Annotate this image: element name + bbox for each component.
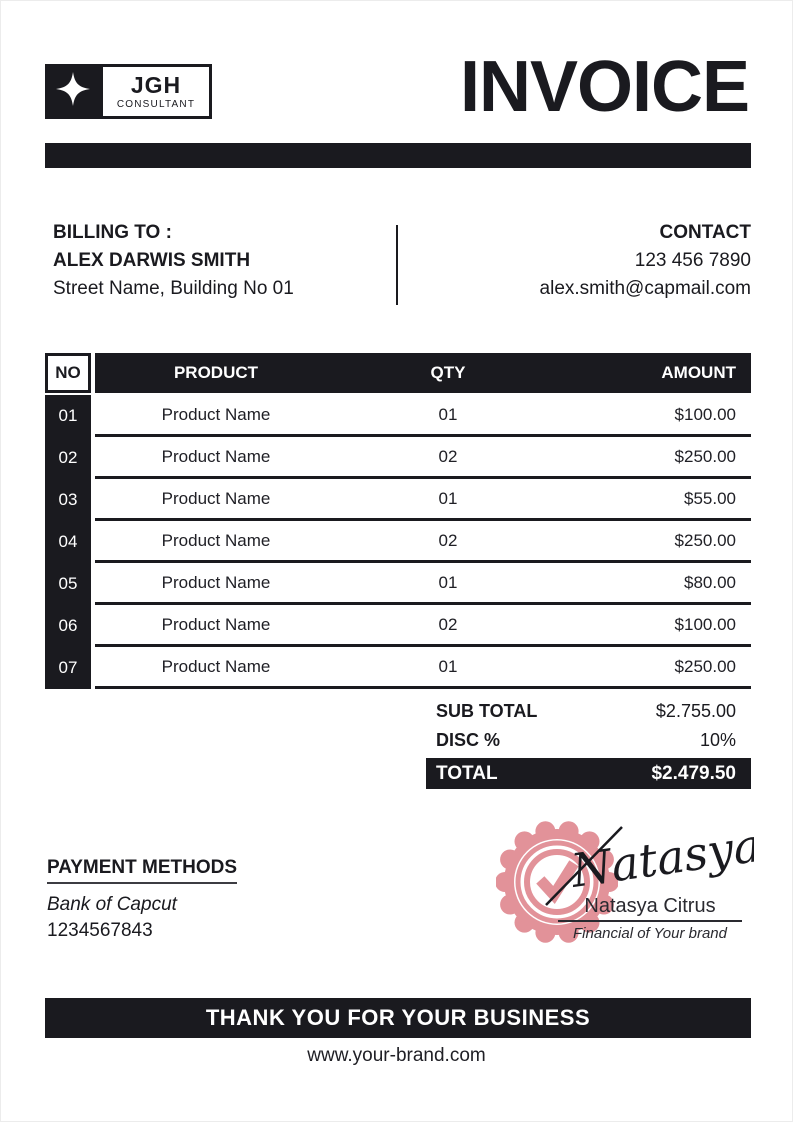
total-row bbox=[426, 758, 751, 789]
cell-qty: 01 bbox=[438, 488, 458, 508]
billing-name: ALEX DARWIS SMITH bbox=[53, 250, 251, 271]
discount-value: 10% bbox=[699, 730, 736, 750]
table-row bbox=[95, 563, 751, 605]
table-body bbox=[45, 395, 751, 689]
cell-qty: 01 bbox=[438, 656, 458, 676]
cell-amount: $80.00 bbox=[684, 572, 736, 592]
table-row bbox=[95, 479, 751, 521]
cell-product: Product Name bbox=[161, 446, 271, 466]
cell-amount: $250.00 bbox=[674, 656, 736, 676]
row-number: 04 bbox=[58, 532, 78, 551]
contact-email: alex.smith@capmail.com bbox=[539, 278, 751, 299]
cell-product: Product Name bbox=[161, 614, 271, 634]
company-logo bbox=[45, 64, 212, 119]
logo-name: JGH bbox=[130, 71, 182, 98]
contact-label: CONTACT bbox=[659, 222, 751, 243]
cell-product: Product Name bbox=[161, 404, 271, 424]
row-number-column bbox=[45, 395, 91, 689]
cell-qty: 01 bbox=[438, 404, 458, 424]
payment-bank: Bank of Capcut bbox=[47, 894, 177, 915]
subtotal-value: $2.755.00 bbox=[655, 701, 736, 721]
contact-phone: 123 456 7890 bbox=[634, 250, 751, 271]
row-number: 05 bbox=[58, 574, 78, 593]
document-title: INVOICE bbox=[459, 47, 749, 127]
cell-amount: $250.00 bbox=[674, 446, 736, 466]
title-divider-bar bbox=[45, 143, 751, 168]
signature-block bbox=[496, 813, 756, 953]
cell-qty: 02 bbox=[438, 446, 458, 466]
parties-section bbox=[45, 219, 751, 314]
payment-heading: PAYMENT METHODS bbox=[47, 857, 237, 884]
subtotal-label: SUB TOTAL bbox=[436, 701, 538, 721]
cell-product: Product Name bbox=[161, 530, 271, 550]
table-header bbox=[45, 353, 751, 393]
header-no: NO bbox=[45, 353, 91, 393]
table-rows bbox=[95, 395, 751, 689]
cell-product: Product Name bbox=[161, 572, 271, 592]
footer-website: www.your-brand.com bbox=[307, 1045, 486, 1066]
row-number: 06 bbox=[58, 616, 78, 635]
footer-message: THANK YOU FOR YOUR BUSINESS bbox=[205, 1005, 591, 1030]
discount-label: DISC % bbox=[436, 730, 501, 750]
row-number: 07 bbox=[58, 658, 78, 677]
table-row bbox=[95, 647, 751, 689]
billing-label: BILLING TO : bbox=[53, 222, 172, 243]
billing-address: Street Name, Building No 01 bbox=[53, 278, 294, 299]
vertical-divider bbox=[396, 225, 398, 305]
items-table bbox=[45, 353, 751, 689]
header-product: PRODUCT bbox=[173, 363, 259, 382]
logo-text-box bbox=[100, 64, 212, 119]
cell-product: Product Name bbox=[161, 656, 271, 676]
discount-row bbox=[426, 726, 751, 755]
footer-message-bar bbox=[45, 998, 751, 1038]
signatory-tagline: Financial of Your brand bbox=[573, 925, 727, 942]
header-qty: QTY bbox=[430, 363, 466, 382]
row-number: 01 bbox=[58, 406, 78, 425]
payment-account: 1234567843 bbox=[47, 920, 153, 941]
cell-qty: 01 bbox=[438, 572, 458, 592]
cell-qty: 02 bbox=[438, 530, 458, 550]
total-label: TOTAL bbox=[436, 762, 498, 784]
cell-amount: $100.00 bbox=[674, 614, 736, 634]
logo-subtitle: CONSULTANT bbox=[116, 98, 196, 110]
subtotal-row bbox=[426, 697, 751, 726]
row-number: 03 bbox=[58, 490, 78, 509]
totals-section bbox=[426, 697, 751, 789]
total-value: $2.479.50 bbox=[651, 762, 736, 784]
header-amount: AMOUNT bbox=[661, 363, 736, 382]
table-row bbox=[95, 437, 751, 479]
contact-block bbox=[540, 219, 751, 303]
cell-amount: $250.00 bbox=[674, 530, 736, 550]
billing-block bbox=[53, 219, 294, 303]
signatory-name: Natasya Citrus bbox=[558, 895, 742, 922]
cell-product: Product Name bbox=[161, 488, 271, 508]
logo-mark bbox=[45, 64, 100, 119]
row-number: 02 bbox=[58, 448, 78, 467]
table-row bbox=[95, 521, 751, 563]
header-bar bbox=[95, 353, 751, 393]
cell-amount: $55.00 bbox=[684, 488, 736, 508]
table-row bbox=[95, 395, 751, 437]
svg-text:Natasya: Natasya bbox=[567, 817, 754, 898]
cell-qty: 02 bbox=[438, 614, 458, 634]
payment-methods-block bbox=[47, 857, 237, 942]
cell-amount: $100.00 bbox=[674, 404, 736, 424]
table-row bbox=[95, 605, 751, 647]
sparkle-icon bbox=[56, 72, 90, 111]
